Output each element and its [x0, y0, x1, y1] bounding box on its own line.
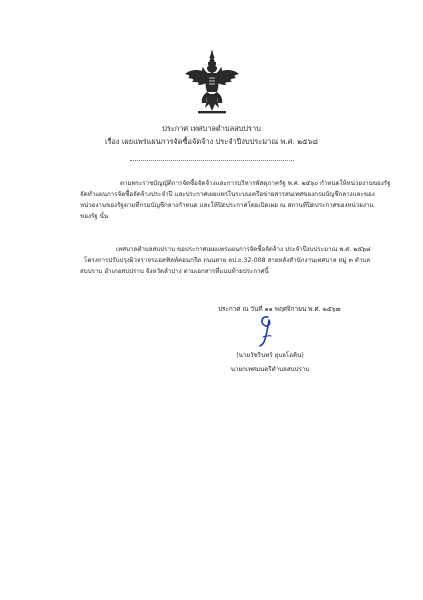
- announcement-title: ประกาศ เทศบาลตำบลสบปราบ: [162, 124, 261, 133]
- handwritten-signature-icon: [254, 313, 278, 349]
- signer-title: นายกเทศมนตรีตำบลสบปราบ: [230, 366, 310, 373]
- dotted-divider: [130, 160, 294, 161]
- body-paragraph-2: [80, 244, 371, 277]
- signer-name: (นายวัชรินทร์ ยุบลโอคิน): [236, 352, 304, 359]
- paragraph-line: ตามพระราชบัญญัติการจัดซื้อจัดจ้างและการบริหารพัสดุภาครัฐ พ.ศ. ๒๕๖๐ กำหนดให้หน่วยงานของรัฐ: [120, 180, 391, 187]
- announcement-date: ประกาศ ณ วันที่ ๑๑ พฤศจิกายน พ.ศ. ๒๕๖๗: [218, 305, 341, 313]
- paragraph-line: สบปราบ อำเภอสบปราบ จังหวัดลำปาง ตามเอกสารที่แนบท้ายประกาศนี้: [80, 268, 269, 275]
- paragraph-line: เทศบาลตำบลสบปราบ ขอประกาศเผยแพร่แผนการจัดซื้อจัดจ้าง ประจำปีงบประมาณ พ.ศ. ๒๕๖๘: [116, 246, 371, 253]
- paragraph-line: โครงการปรับปรุงผิวจราจรแอสฟัลท์คอนกรีต ถนนสาย ลป.ถ.32-008 สายหลังสำนักงานเทศบาล หมู่ ๓ ตำบล: [84, 257, 371, 264]
- paragraph-line: หน่วยงานของรัฐตามที่กรมบัญชีกลางกำหนด และให้ปิดประกาศโดยเปิดเผย ณ สถานที่ปิดประกาศของหน่วยงาน: [80, 202, 374, 209]
- announcement-subject: เรื่อง เผยแพร่แผนการจัดซื้อจัดจ้าง ประจำปีงบประมาณ พ.ศ. ๒๕๖๘: [104, 137, 318, 146]
- paragraph-line: จัดทำแผนการจัดซื้อจัดจ้างประจำปี และประกาศเผยแพร่ในระบบเครือข่ายสารสนเทศของกรมบัญชีกลางและของ: [80, 191, 375, 198]
- garuda-emblem-icon: [184, 48, 240, 116]
- paragraph-line: ของรัฐ นั้น: [80, 213, 109, 220]
- body-paragraph-1: [80, 178, 391, 222]
